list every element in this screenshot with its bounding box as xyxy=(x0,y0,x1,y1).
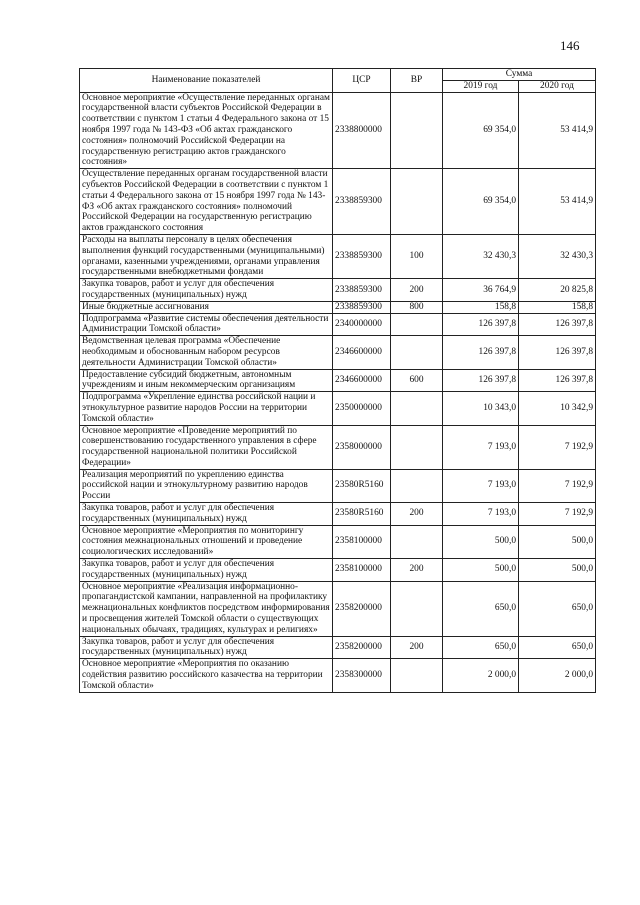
table-row xyxy=(80,392,596,425)
cell-name: Подпрограмма «Развитие системы обеспечения деятельности Администрации Томской области» xyxy=(80,313,333,336)
cell-vr xyxy=(391,169,443,235)
cell-2019: 69 354,0 xyxy=(443,169,519,235)
table-row xyxy=(80,525,596,558)
header-vr: ВР xyxy=(391,69,443,93)
table-row xyxy=(80,659,596,692)
cell-2019: 650,0 xyxy=(443,636,519,659)
cell-vr xyxy=(391,392,443,425)
cell-name: Закупка товаров, работ и услуг для обеспечения государственных (муниципальных) нужд xyxy=(80,559,333,582)
cell-2019: 32 430,3 xyxy=(443,234,519,278)
cell-csr: 2338859300 xyxy=(333,279,391,302)
header-name: Наименование показателей xyxy=(80,69,333,93)
cell-2020: 500,0 xyxy=(519,559,596,582)
cell-vr xyxy=(391,92,443,169)
cell-name: Основное мероприятие «Проведение мероприятий по совершенствованию государственного управления в сфере государственной национальной политики Российской Федерации» xyxy=(80,425,333,469)
table-row xyxy=(80,369,596,392)
table-row xyxy=(80,234,596,278)
cell-2019: 36 764,9 xyxy=(443,279,519,302)
table-row xyxy=(80,425,596,469)
cell-2020: 20 825,8 xyxy=(519,279,596,302)
cell-name: Закупка товаров, работ и услуг для обеспечения государственных (муниципальных) нужд xyxy=(80,636,333,659)
cell-vr xyxy=(391,525,443,558)
header-2020: 2020 год xyxy=(519,80,596,92)
cell-2020: 53 414,9 xyxy=(519,92,596,169)
cell-csr: 23580R5160 xyxy=(333,469,391,502)
table-row xyxy=(80,279,596,302)
cell-vr: 600 xyxy=(391,369,443,392)
table-row xyxy=(80,559,596,582)
cell-csr: 2338859300 xyxy=(333,301,391,313)
cell-2019: 500,0 xyxy=(443,559,519,582)
cell-name: Закупка товаров, работ и услуг для обеспечения государственных (муниципальных) нужд xyxy=(80,503,333,526)
table-row xyxy=(80,581,596,636)
cell-2019: 7 193,0 xyxy=(443,469,519,502)
cell-name: Иные бюджетные ассигнования xyxy=(80,301,333,313)
cell-2020: 7 192,9 xyxy=(519,425,596,469)
cell-name: Предоставление субсидий бюджетным, автономным учреждениям и иным некоммерческим организациям xyxy=(80,369,333,392)
page-number: 146 xyxy=(560,38,580,53)
cell-2019: 2 000,0 xyxy=(443,659,519,692)
table-row xyxy=(80,313,596,336)
cell-2019: 650,0 xyxy=(443,581,519,636)
cell-csr: 2346600000 xyxy=(333,369,391,392)
table-row xyxy=(80,503,596,526)
cell-2020: 7 192,9 xyxy=(519,469,596,502)
table-row xyxy=(80,336,596,369)
cell-2020: 32 430,3 xyxy=(519,234,596,278)
cell-2019: 126 397,8 xyxy=(443,313,519,336)
cell-2019: 69 354,0 xyxy=(443,92,519,169)
cell-name: Реализация мероприятий по укреплению единства российской нации и этнокультурному развитию народов России xyxy=(80,469,333,502)
cell-2019: 7 193,0 xyxy=(443,503,519,526)
cell-name: Основное мероприятие «Реализация информационно-пропагандистской кампании, направленной на профилактику межнациональных конфликтов посредством информирования и просвещения жителей Томской области о существующих национальных обычаях, традициях, культурах и религиях» xyxy=(80,581,333,636)
cell-vr: 800 xyxy=(391,301,443,313)
cell-2020: 650,0 xyxy=(519,581,596,636)
cell-2020: 7 192,9 xyxy=(519,503,596,526)
cell-csr: 2338800000 xyxy=(333,92,391,169)
header-2019: 2019 год xyxy=(443,80,519,92)
cell-2020: 10 342,9 xyxy=(519,392,596,425)
cell-vr xyxy=(391,659,443,692)
cell-vr: 200 xyxy=(391,636,443,659)
table-row xyxy=(80,169,596,235)
cell-vr xyxy=(391,313,443,336)
cell-2019: 500,0 xyxy=(443,525,519,558)
header-csr: ЦСР xyxy=(333,69,391,93)
table-row xyxy=(80,469,596,502)
cell-2019: 126 397,8 xyxy=(443,369,519,392)
cell-2019: 126 397,8 xyxy=(443,336,519,369)
cell-vr xyxy=(391,581,443,636)
cell-csr: 2358000000 xyxy=(333,425,391,469)
cell-2019: 158,8 xyxy=(443,301,519,313)
cell-2020: 126 397,8 xyxy=(519,313,596,336)
cell-vr xyxy=(391,425,443,469)
cell-2020: 126 397,8 xyxy=(519,336,596,369)
cell-2020: 650,0 xyxy=(519,636,596,659)
cell-csr: 2358100000 xyxy=(333,525,391,558)
cell-name: Осуществление переданных органам государственной власти субъектов Российской Федерации в соответствии с пунктом 1 статьи 4 Федерального закона от 15 ноября 1997 года № 143-ФЗ «Об актах гражданского состояния» полномочий Российской Федерации на государственную регистрацию актов гражданского состояния xyxy=(80,169,333,235)
budget-table xyxy=(79,68,596,693)
cell-csr: 2346600000 xyxy=(333,336,391,369)
cell-vr xyxy=(391,336,443,369)
cell-2019: 10 343,0 xyxy=(443,392,519,425)
table-row xyxy=(80,636,596,659)
cell-name: Основное мероприятие «Осуществление переданных органам государственной власти субъектов Российской Федерации в соответствии с пунктом 1 статьи 4 Федерального закона от 15 ноября 1997 года № 143-ФЗ «Об актах гражданского состояния» полномочий Российской Федерации на государственную регистрацию актов гражданского состояния» xyxy=(80,92,333,169)
table-row xyxy=(80,92,596,169)
cell-2020: 126 397,8 xyxy=(519,369,596,392)
cell-2020: 158,8 xyxy=(519,301,596,313)
cell-2019: 7 193,0 xyxy=(443,425,519,469)
table-row xyxy=(80,301,596,313)
cell-csr: 2358100000 xyxy=(333,559,391,582)
cell-name: Ведомственная целевая программа «Обеспечение необходимым и обоснованным набором ресурсов деятельности Администрации Томской области» xyxy=(80,336,333,369)
cell-csr: 2338859300 xyxy=(333,234,391,278)
cell-csr: 2350000000 xyxy=(333,392,391,425)
cell-name: Расходы на выплаты персоналу в целях обеспечения выполнения функций государственными (муниципальными) органами, казенными учреждениями, органами управления государственными внебюджетными фондами xyxy=(80,234,333,278)
cell-2020: 53 414,9 xyxy=(519,169,596,235)
header-sum: Сумма xyxy=(443,69,596,81)
cell-vr: 200 xyxy=(391,559,443,582)
cell-vr: 200 xyxy=(391,503,443,526)
cell-csr: 2340000000 xyxy=(333,313,391,336)
cell-csr: 2358300000 xyxy=(333,659,391,692)
cell-csr: 2338859300 xyxy=(333,169,391,235)
cell-2020: 2 000,0 xyxy=(519,659,596,692)
cell-name: Подпрограмма «Укрепление единства российской нации и этнокультурное развитие народов России на территории Томской области» xyxy=(80,392,333,425)
cell-2020: 500,0 xyxy=(519,525,596,558)
cell-csr: 23580R5160 xyxy=(333,503,391,526)
cell-vr: 100 xyxy=(391,234,443,278)
cell-name: Основное мероприятие «Мероприятия по мониторингу состояния межнациональных отношений и проведение социологических исследований» xyxy=(80,525,333,558)
cell-vr: 200 xyxy=(391,279,443,302)
cell-vr xyxy=(391,469,443,502)
cell-name: Основное мероприятие «Мероприятия по оказанию содействия развитию российского казачества на территории Томской области» xyxy=(80,659,333,692)
cell-csr: 2358200000 xyxy=(333,636,391,659)
cell-csr: 2358200000 xyxy=(333,581,391,636)
cell-name: Закупка товаров, работ и услуг для обеспечения государственных (муниципальных) нужд xyxy=(80,279,333,302)
